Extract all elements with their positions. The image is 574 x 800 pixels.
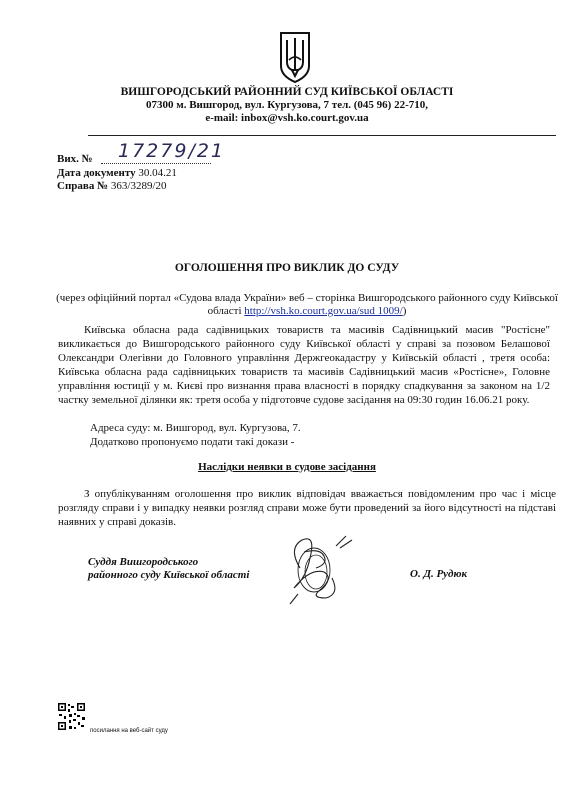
case-number-value: 363/3289/20 <box>110 180 167 192</box>
header-divider <box>88 135 556 136</box>
trident-coat-of-arms-icon <box>278 30 312 84</box>
court-address: 07300 м. Вишгород, вул. Кургузова, 7 тел. (045 96) 22-710, <box>145 99 429 111</box>
evidence-line: Додатково пропонуємо подати такі докази - <box>90 436 295 448</box>
consequences-heading: Наслідки неявки в судове засідання <box>198 461 376 473</box>
outgoing-number-label: Вих. № <box>57 153 93 165</box>
document-date-row <box>57 167 177 179</box>
portal-note-close: ) <box>402 305 407 317</box>
handwritten-signature <box>280 528 360 608</box>
outgoing-number-underline <box>101 163 211 165</box>
court-website-link[interactable]: http://vsh.ko.court.gov.ua/sud 1009/ <box>244 305 403 317</box>
consequences-paragraph: З опублікуванням оголошення про виклик відповідач вважається повідомленим про час і місце розгляду справи і у випадку неявки розгляд справи може бути проведений за його відсутності на підставі наявних у справі доказів. <box>58 488 556 528</box>
case-number-row <box>57 180 167 192</box>
court-email: e-mail: inbox@vsh.ko.court.gov.ua <box>205 112 369 124</box>
qr-code-icon[interactable] <box>57 702 86 731</box>
case-number-label: Справа № <box>57 180 109 192</box>
outgoing-number-handwritten: 17279/21 <box>118 140 226 162</box>
document-date-label: Дата документу <box>57 167 136 179</box>
judge-position <box>88 556 249 582</box>
document-title: ОГОЛОШЕННЯ ПРО ВИКЛИК ДО СУДУ <box>174 262 400 274</box>
qr-caption: посилання на веб-сайт суду <box>90 728 168 734</box>
summons-paragraph: Київська обласна рада садівницьких товариств та масивів Садівницький масив "Ростісне" викликається до Вишгородського районного суду Київської області у справі за позовом Белашової Олександри Олегівни до Головного управління Держгеокадастру у Київській області , третя особа: Київська обласна рада садівницьких товариств та масивів Садівницький масив «Ростісне», Головне управління юстиції у м. Києві про визнання права власності в порядку спадкування за законом на 1/2 частку земельної ділянки як: третя особа у підготовче судове засідання на 09:30 годин 16.06.21 року. <box>58 324 550 406</box>
portal-note <box>40 292 574 318</box>
court-name: ВИШГОРОДСЬКИЙ РАЙОННИЙ СУД КИЇВСЬКОЇ ОБЛАСТІ <box>120 86 454 98</box>
portal-note-text: (через офіційний портал «Судова влада України» веб – сторінка Вишгородського районного суду Київської області <box>56 292 558 317</box>
judge-position-line2: районного суду Київської області <box>88 569 250 581</box>
judge-position-line1: Суддя Вишгородського <box>88 556 199 568</box>
judge-name: О. Д. Рудюк <box>410 568 468 580</box>
outgoing-number-row <box>57 153 107 165</box>
document-date-value: 30.04.21 <box>138 167 177 179</box>
court-address-line: Адреса суду: м. Вишгород, вул. Кургузова, 7. <box>90 422 301 434</box>
